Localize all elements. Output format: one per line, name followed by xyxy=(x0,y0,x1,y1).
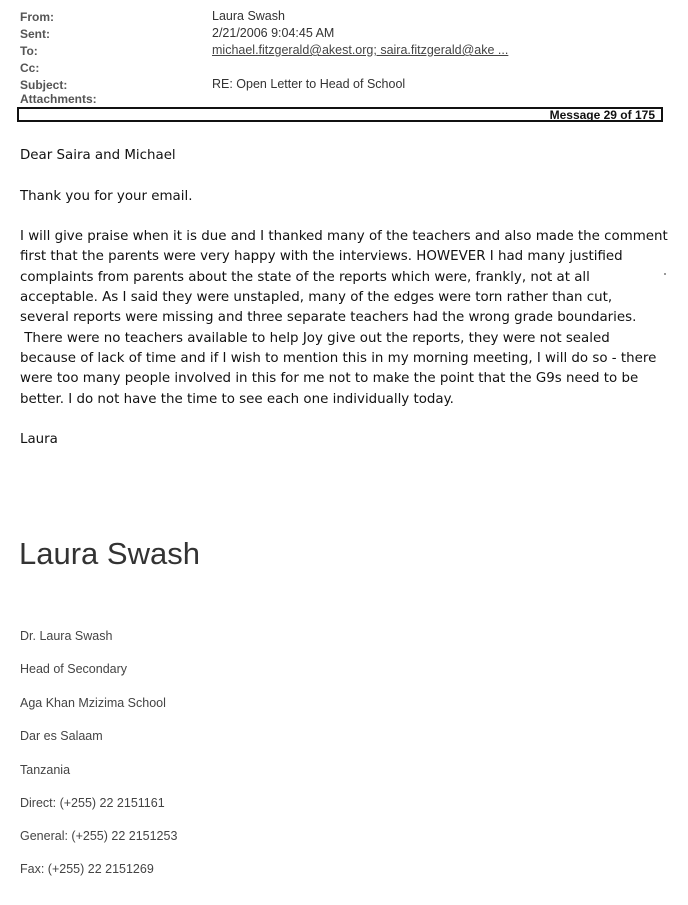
paragraph-line: complaints from parents about the state of the reports which were, frankly, not at all xyxy=(20,269,590,285)
signoff: Laura xyxy=(20,432,58,448)
signature-line: Tanzania xyxy=(20,763,71,777)
signature-line: Fax: (+255) 22 2151269 xyxy=(20,862,154,876)
signature-line: Dr. Laura Swash xyxy=(20,629,113,643)
message-counter: Message 29 of 175 xyxy=(549,108,655,122)
signature-line: Aga Khan Mzizima School xyxy=(20,696,166,710)
sent-value: 2/21/2006 9:04:45 AM xyxy=(212,26,335,40)
signature-line: General: (+255) 22 2151253 xyxy=(20,829,178,843)
paragraph-line: were too many people involved in this for me not to make the point that the G9s need to be xyxy=(20,371,639,387)
paragraph-line: I will give praise when it is due and I thanked many of the teachers and also made the comment xyxy=(20,229,668,245)
paragraph-line: acceptable. As I said they were unstapled, many of the edges were torn rather than cut, xyxy=(20,290,613,306)
signature-name: Laura Swash xyxy=(19,536,200,571)
paragraph-line: several reports were missing and three separate teachers had the wrong grade boundaries. xyxy=(20,310,637,326)
signature-line: Head of Secondary xyxy=(20,662,128,676)
attachments-label: Attachments: xyxy=(20,92,97,106)
paragraph-line: There were no teachers available to help Joy give out the reports, they were not sealed xyxy=(20,330,610,346)
sent-label: Sent: xyxy=(20,27,50,41)
main-paragraph xyxy=(20,227,670,410)
email-body xyxy=(20,146,670,471)
scan-speck xyxy=(664,273,666,275)
paragraph-line: first that the parents were very happy with the interviews. HOWEVER I had many justified xyxy=(20,249,623,265)
subject-label: Subject: xyxy=(20,78,68,92)
greeting: Dear Saira and Michael xyxy=(20,148,176,163)
paragraph-line: because of lack of time and if I wish to mention this in my morning meeting, I will do so - there xyxy=(20,350,657,366)
from-value: Laura Swash xyxy=(212,9,285,23)
cc-label: Cc: xyxy=(20,61,40,75)
email-header xyxy=(0,0,688,130)
to-label: To: xyxy=(20,44,38,58)
message-counter-bar xyxy=(17,107,663,122)
to-value[interactable]: michael.fitzgerald@akest.org; saira.fitzgerald@ake ... xyxy=(212,43,509,57)
from-label: From: xyxy=(20,10,54,24)
paragraph-line: better. I do not have the time to see each one individually today. xyxy=(20,391,454,407)
signature-line: Dar es Salaam xyxy=(20,729,103,743)
signature-line: Direct: (+255) 22 2151161 xyxy=(20,796,165,810)
thanks-line: Thank you for your email. xyxy=(20,188,193,204)
subject-value: RE: Open Letter to Head of School xyxy=(212,77,406,91)
